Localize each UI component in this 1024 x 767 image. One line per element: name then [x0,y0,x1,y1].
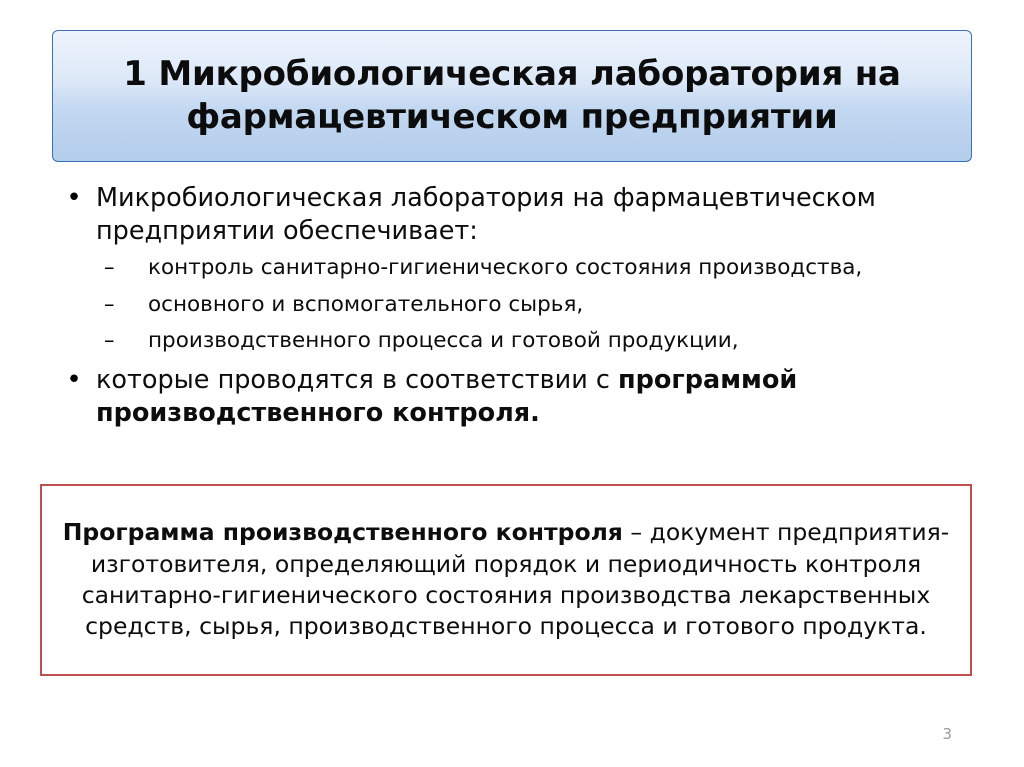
bullet-marker-icon: • [66,364,82,395]
page-title: 1 Микробиологическая лаборатория на фармацевтическом предприятии [123,54,901,137]
definition-body: – документ предприятия-изготовителя, определяющий порядок и периодичность контроля санитарно-гигиенического состояния производства лекарственных средств, сырья, производственного процесса и готового продукта. [81,518,950,641]
list-item-label: производственного процесса и готовой продукции, [148,328,739,354]
list-item [52,182,972,248]
list-item [52,327,972,355]
slide-title-banner [52,30,972,162]
definition-callout-box [40,484,972,676]
slide-body [52,182,972,436]
page-number: 3 [942,725,952,743]
bullet-marker-icon: • [66,183,82,213]
list-item [52,254,972,282]
dash-marker-icon: – [104,328,115,353]
definition-term: Программа производственного контроля [62,518,623,547]
sub-list [52,254,972,355]
list-item-label: контроль санитарно-гигиенического состояния производства, [148,255,863,281]
list-item-text-emphasis: программой производственного контроля. [96,364,798,428]
list-item-label [96,364,972,430]
list-item-label: основного и вспомогательного сырья, [148,291,584,317]
dash-marker-icon: – [104,255,115,280]
list-item [52,364,972,430]
list-item-label: Микробиологическая лаборатория на фармацевтическом предприятии обеспечивает: [96,183,876,247]
list-item-text-plain: которые проводятся в соответствии с [96,364,619,395]
dash-marker-icon: – [104,291,115,316]
definition-text [60,517,952,643]
list-item [52,291,972,319]
